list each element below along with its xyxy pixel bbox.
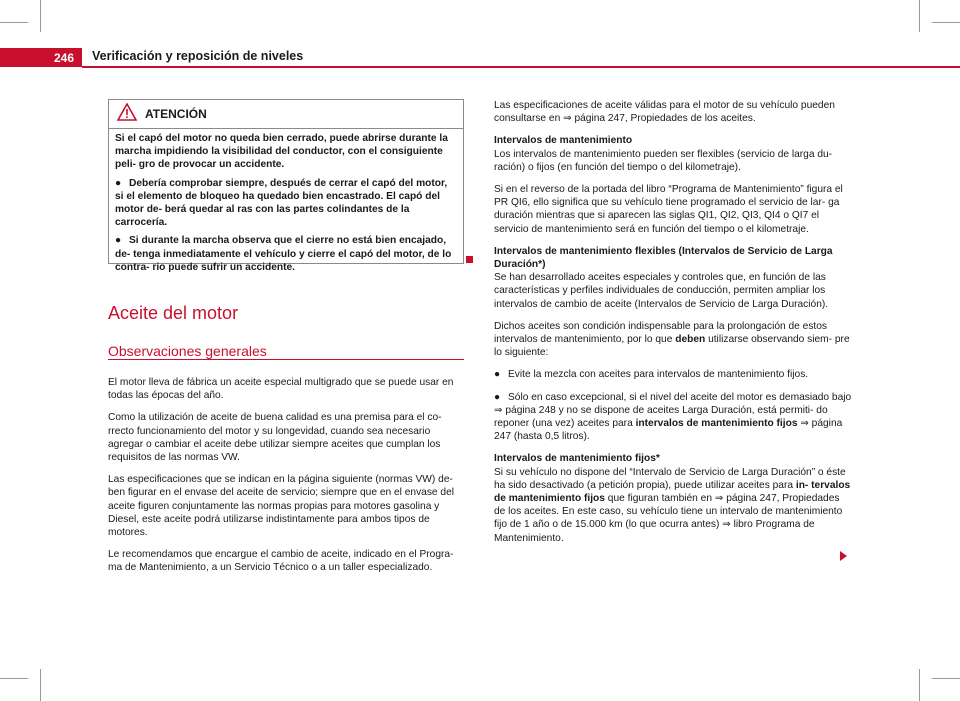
paragraph: Los intervalos de mantenimiento pueden ser flexibles (servicio de larga du- ración) o fijos (en función del tiempo o del kilometraje). <box>494 148 833 173</box>
paragraph <box>494 466 852 545</box>
warning-triangle-icon <box>117 103 137 126</box>
paragraph: Le recomendamos que encargue el cambio de aceite, indicado en el Progra- ma de Mantenimiento, a un Servicio Técnico o a un taller especializado. <box>108 549 454 574</box>
section-heading: Aceite del motor <box>108 303 239 323</box>
header-rule <box>82 66 960 68</box>
bullet-icon: ● <box>494 391 501 403</box>
text-bold: intervalos de mantenimiento fijos <box>635 418 798 430</box>
warning-bullet <box>115 234 457 274</box>
bullet-item <box>494 391 852 444</box>
text-bold: deben <box>675 334 706 346</box>
text-run: Si su vehículo no dispone del “Intervalo de Servicio de Larga Duración” o éste ha sido desactivado (a petición propia), puede utilizar aceites para <box>494 466 846 491</box>
section-subheading: Observaciones generales <box>108 343 267 359</box>
text-run: utilizarse observando siem- pre lo siguiente: <box>494 334 850 359</box>
paragraph: Las especificaciones de aceite válidas para el motor de su vehículo pueden consultarse en ⇒ página 247, Propiedades de los aceites. <box>494 100 835 125</box>
crop-mark <box>0 678 28 679</box>
crop-mark <box>40 0 41 32</box>
subsection-title: Intervalos de mantenimiento flexibles (Intervalos de Servicio de Larga Duración*) <box>494 245 833 271</box>
subsection-title: Intervalos de mantenimiento <box>494 135 633 147</box>
bullet-icon: ● <box>115 235 122 247</box>
crop-mark <box>0 22 28 23</box>
bullet-text: Sólo en caso excepcional, si el nivel del aceite del motor es demasiado bajo ⇒ página 248 y no se dispone de aceites Larga Duración, está permiti- do reponer (una vez) aceites para <box>494 391 852 430</box>
paragraph: El motor lleva de fábrica un aceite especial multigrado que se puede usar en todas las épocas del año. <box>108 377 454 402</box>
left-column <box>108 376 464 584</box>
warning-bullet-text: Si durante la marcha observa que el cierre no está bien encajado, de- tenga inmediatamente el vehículo y cierre el capó del motor, de lo contra- rio puede sufrir un accidente. <box>115 235 452 273</box>
paragraph <box>494 320 852 360</box>
subheading-rule <box>108 359 464 360</box>
text-bold: in- tervalos de mantenimiento fijos <box>494 479 851 505</box>
warning-box <box>108 99 464 273</box>
text-run: Dichos aceites son condición indispensable para la prolongación de estos intervalos de mantenimiento, por lo que <box>494 320 828 346</box>
warning-title: ATENCIÓN <box>145 107 207 121</box>
bullet-text: ⇒ página 247 (hasta 0,5 litros). <box>494 418 843 443</box>
paragraph: Si en el reverso de la portada del libro “Programa de Mantenimiento” figura el PR QI6, ello significa que su vehículo tiene programado el servicio de lar- ga duración mientras que si aparecen las siglas QI1, QI2, QI3, QI4 o QI7 el servicio de mantenimiento será en función del tiempo o el kilometraje. <box>494 184 843 235</box>
crop-mark <box>932 678 960 679</box>
crop-mark <box>919 669 920 701</box>
bullet-icon: ● <box>494 369 501 381</box>
subsection-title: Intervalos de mantenimiento fijos* <box>494 453 660 465</box>
warning-paragraph: Si el capó del motor no queda bien cerrado, puede abrirse durante la marcha impidiendo la visibilidad del conductor, con el consiguiente peli- gro de provocar un accidente. <box>115 133 448 171</box>
page-number: 246 <box>0 48 82 67</box>
crop-mark <box>919 0 920 32</box>
continue-arrow-icon <box>840 551 847 561</box>
text-run: que figuran también en ⇒ página 247, Propiedades de los aceites. En este caso, su vehículo tiene un intervalo de mantenimiento fijo de 1 año o de 15.000 km (lo que ocurra antes) ⇒ libro Programa de Mantenimiento. <box>494 493 843 544</box>
paragraph: Las especificaciones que se indican en la página siguiente (normas VW) de- ben figurar en el envase del aceite de servicio; siempre que en el envase del aceite figuren conjuntamente las normas propias para motores gasolina y Diesel, este aceite podrá utilizarse indistintamente para ambos tipos de motores. <box>108 474 455 539</box>
bullet-icon: ● <box>115 177 122 189</box>
paragraph: Como la utilización de aceite de buena calidad es una premisa para el co- rrecto funcionamiento del motor y su longevidad, cuando sea necesario agregar o cambiar el aceite debe utilizar siempre aceites que cumplan los requisitos de las normas VW. <box>108 412 442 464</box>
page-header-title: Verificación y reposición de niveles <box>92 49 304 63</box>
crop-mark <box>40 669 41 701</box>
crop-mark <box>932 22 960 23</box>
warning-bullet-text: Debería comprobar siempre, después de cerrar el capó del motor, si el elemento de bloqueo ha quedado bien encastrado. El capó del motor de- berá quedar al ras con las partes colindantes de la carrocería. <box>115 177 448 229</box>
bullet-text: Evite la mezcla con aceites para intervalos de mantenimiento fijos. <box>508 369 809 381</box>
paragraph: Se han desarrollado aceites especiales y controles que, en función de las características y perfiles individuales de conducción, permiten ampliar los intervalos de cambio de aceite (Intervalos de Servicio de Larga Duración). <box>494 272 829 310</box>
bullet-item <box>494 368 852 381</box>
section-end-mark <box>466 256 473 263</box>
warning-bullet <box>115 177 457 230</box>
warning-body <box>109 129 463 274</box>
warning-header <box>109 100 463 129</box>
right-column <box>494 99 852 554</box>
